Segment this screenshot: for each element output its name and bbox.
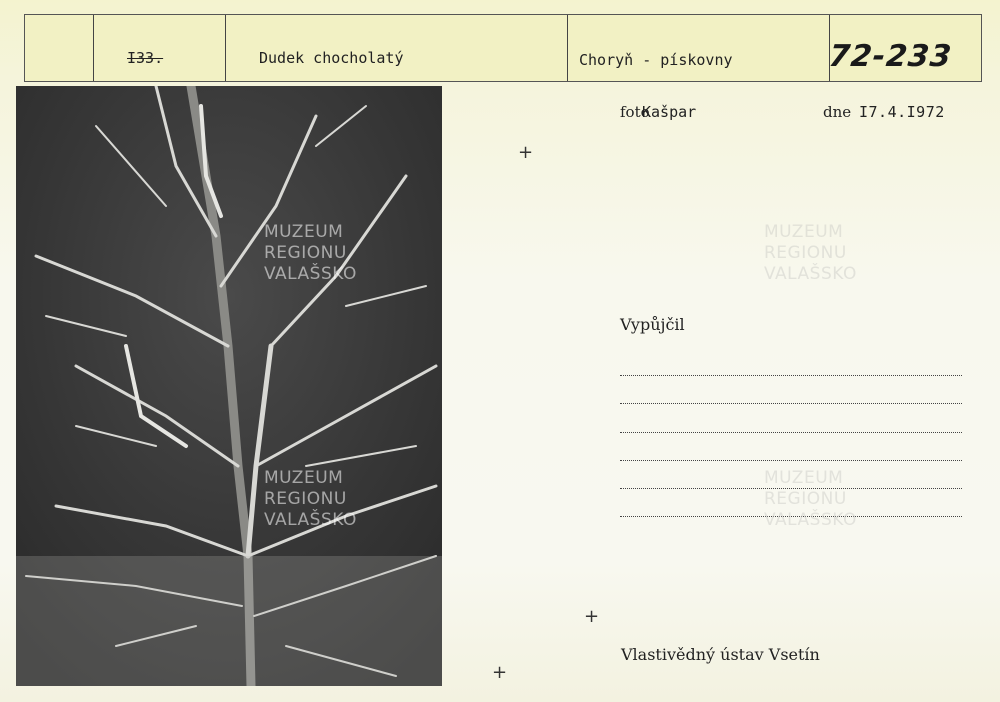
institution-name: Vlastivědný ústav Vsetín xyxy=(621,645,820,664)
header-cell-blank xyxy=(25,15,94,81)
borrow-line xyxy=(620,432,962,433)
borrow-line xyxy=(620,460,962,461)
header-cell-archive xyxy=(829,15,981,81)
foto-label: foto xyxy=(620,103,650,121)
borrow-line xyxy=(620,403,962,404)
species-name: Dudek chocholatý xyxy=(259,49,404,67)
watermark-card-right: MUZEUM REGIONU VALAŠSKO xyxy=(764,222,857,284)
tree-photo xyxy=(16,86,442,686)
watermark-card-right-lower: MUZEUM REGIONU VALAŠSKO xyxy=(764,468,857,530)
photographer-name: Kašpar xyxy=(642,103,697,121)
header-cell-catalog xyxy=(93,15,226,81)
borrow-line xyxy=(620,375,962,376)
header-cell-locality xyxy=(567,15,830,81)
registration-cross-icon: + xyxy=(584,606,600,627)
header-cell-species xyxy=(225,15,568,81)
watermark-photo-upper: MUZEUM REGIONU VALAŠSKO xyxy=(264,222,357,284)
watermark-photo-lower: MUZEUM REGIONU VALAŠSKO xyxy=(264,468,357,530)
tree-branches-image xyxy=(16,86,442,686)
borrowed-by-label: Vypůjčil xyxy=(620,315,685,334)
photo-date: I7.4.I972 xyxy=(859,103,945,121)
card-header xyxy=(24,14,982,82)
registration-cross-icon: + xyxy=(492,662,508,683)
locality: Choryň - pískovny xyxy=(579,51,733,69)
registration-cross-icon: + xyxy=(518,142,534,163)
date-label: dne xyxy=(823,103,852,121)
archive-number: 72-233 xyxy=(827,39,954,74)
catalog-number: I33. xyxy=(127,49,164,67)
